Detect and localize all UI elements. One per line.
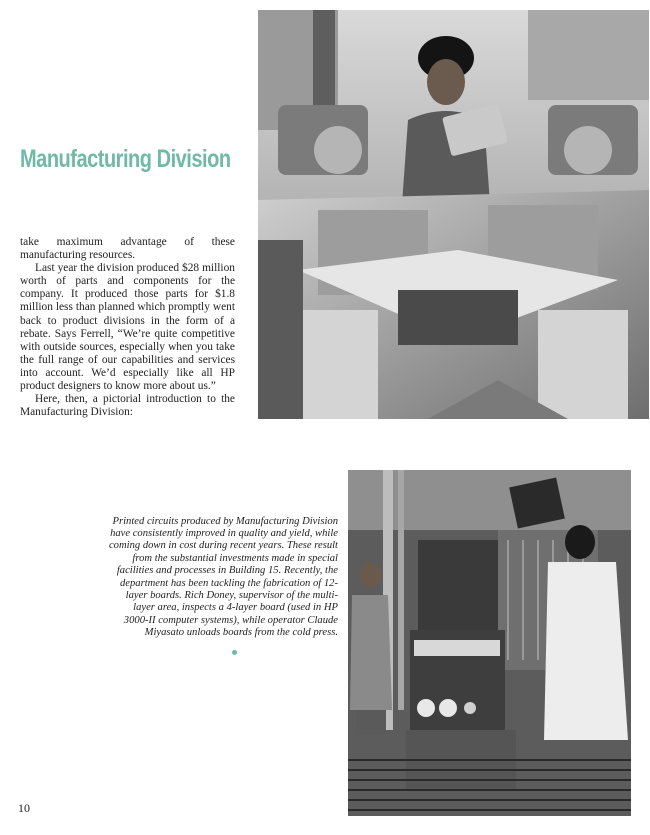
- circuit-board-press-photo: [348, 470, 631, 816]
- body-paragraph: take maximum advantage of these manufacturing resources.: [20, 236, 235, 262]
- body-text: [20, 236, 235, 419]
- machine-operator-photo: [258, 10, 649, 419]
- body-paragraph: Last year the division produced $28 million worth of parts and components for the company. It produced those parts for $1.8 million less than planned which promptly went back to product divisions in the form of a rebate. Says Ferrell, “We’re quite competitive with outside sources, especially when you take the full range of our capabilities and services into account. We’d especially like all HP product designers to know more about us.”: [20, 262, 235, 393]
- body-paragraph: Here, then, a pictorial introduction to the Manufacturing Division:: [20, 393, 235, 419]
- photo-caption: Printed circuits produced by Manufacturing Division have consistently improved in quality and yield, while coming down in cost during recent years. These result from the substantial investments made in special facilities and processes in Building 15. Recently, the department has been tackling the fabrication of 12-layer boards. Rich Doney, supervisor of the multi-layer area, inspects a 4-layer board (used in HP 3000-II computer systems), while operator Claude Miyasato unloads boards from the cold press.: [108, 515, 338, 639]
- decorative-dot: [232, 650, 237, 655]
- page-number: 10: [18, 801, 30, 815]
- section-title: Manufacturing Division: [20, 144, 231, 173]
